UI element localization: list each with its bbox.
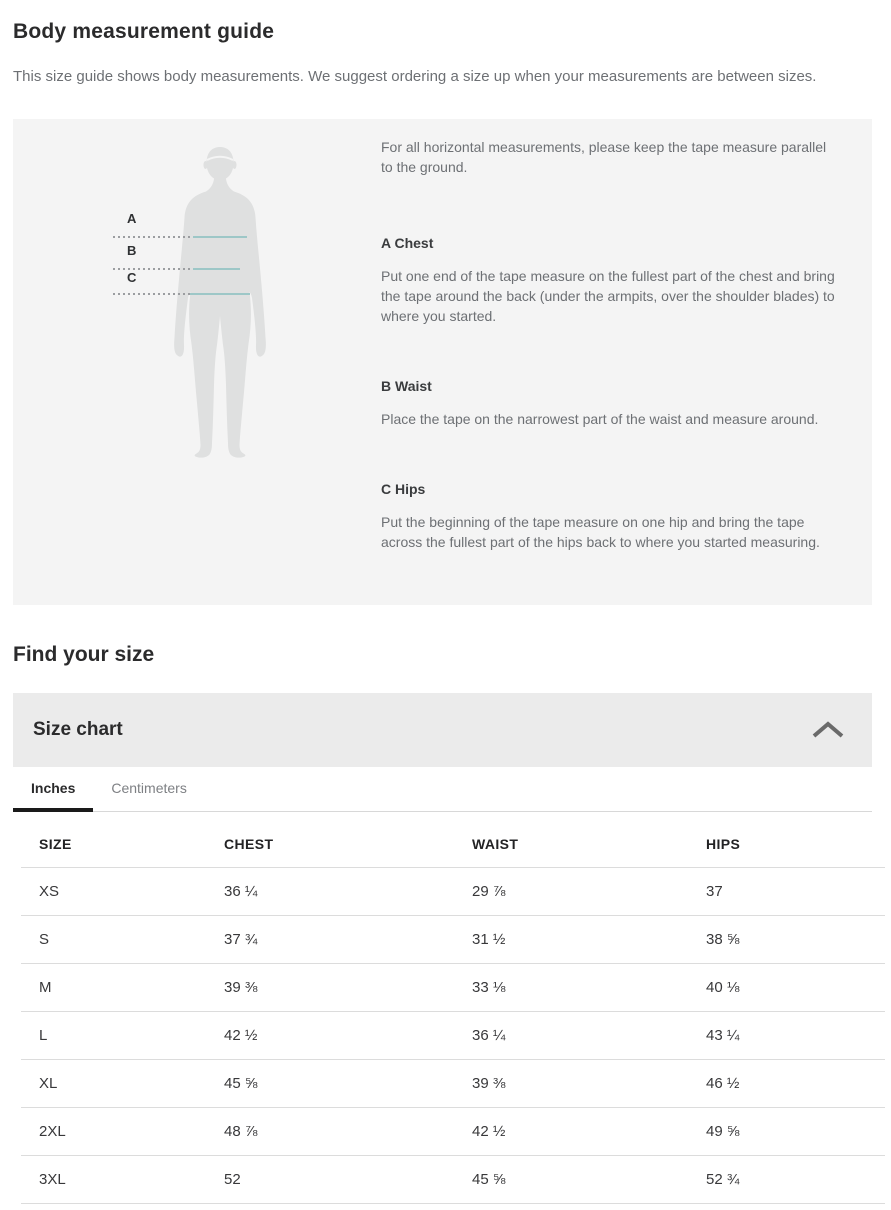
size-cell: 2XL (21, 1108, 206, 1156)
dotted-leader-line (113, 293, 190, 295)
value-cell: 37 ¾ (206, 916, 454, 964)
value-cell: 38 ⅝ (688, 916, 885, 964)
measurement-section-title: B Waist (381, 378, 432, 394)
value-cell: 49 ⅝ (688, 1108, 885, 1156)
unit-tab[interactable]: Inches (13, 767, 93, 812)
value-cell: 33 ⅛ (454, 964, 688, 1012)
value-cell: 42 ½ (454, 1108, 688, 1156)
value-cell: 37 (688, 868, 885, 916)
page-subtitle: This size guide shows body measurements. We suggest ordering a size up when your measurements are between sizes. (13, 68, 817, 85)
measurement-section-body: Put the beginning of the tape measure on one hip and bring the tape across the fullest part of the hips back to where you started measuring. (381, 514, 820, 550)
table-row (21, 1156, 885, 1204)
size-table-head-row (21, 812, 885, 868)
size-cell: L (21, 1012, 206, 1060)
size-cell: S (21, 916, 206, 964)
value-cell: 40 ⅛ (688, 964, 885, 1012)
measurement-section (381, 481, 841, 552)
measurement-section-body: Place the tape on the narrowest part of the waist and measure around. (381, 411, 819, 427)
size-cell: XL (21, 1060, 206, 1108)
size-cell: XS (21, 868, 206, 916)
value-cell: 42 ½ (206, 1012, 454, 1060)
guide-intro-text: For all horizontal measurements, please keep the tape measure parallel to the ground. (381, 139, 827, 175)
size-chart-table (21, 812, 885, 1204)
dotted-leader-line (113, 236, 193, 238)
measurement-guide-panel (13, 119, 872, 605)
table-row (21, 964, 885, 1012)
unit-tab[interactable]: Centimeters (93, 767, 204, 812)
value-cell: 36 ¼ (206, 868, 454, 916)
measurement-sections (381, 235, 841, 552)
find-your-size-heading: Find your size (13, 643, 155, 666)
size-chart-accordion-header[interactable] (13, 693, 872, 767)
value-cell: 36 ¼ (454, 1012, 688, 1060)
size-cell: M (21, 964, 206, 1012)
table-row (21, 1012, 885, 1060)
hips-measure-line (190, 293, 250, 295)
chevron-up-icon (810, 720, 846, 740)
value-cell: 39 ⅜ (206, 964, 454, 1012)
body-silhouette-image (162, 146, 278, 459)
measurement-section-title: C Hips (381, 481, 426, 497)
measurement-section (381, 378, 841, 429)
unit-tabs (13, 767, 872, 812)
column-header: WAIST (454, 812, 688, 868)
size-chart-title: Size chart (33, 719, 123, 740)
value-cell: 43 ¼ (688, 1012, 885, 1060)
value-cell: 46 ½ (688, 1060, 885, 1108)
measure-label-c: C (127, 270, 137, 285)
chest-measure-line (193, 236, 247, 238)
column-header: CHEST (206, 812, 454, 868)
measurement-section-title: A Chest (381, 235, 434, 251)
measurement-instructions (381, 137, 841, 604)
measurement-section (381, 235, 841, 326)
value-cell: 45 ⅝ (454, 1156, 688, 1204)
column-header: HIPS (688, 812, 885, 868)
waist-measure-line (193, 268, 240, 270)
value-cell: 48 ⅞ (206, 1108, 454, 1156)
page-title: Body measurement guide (13, 20, 275, 43)
dotted-leader-line (113, 268, 193, 270)
measurement-section-body: Put one end of the tape measure on the fullest part of the chest and bring the tape around the back (under the armpits, over the shoulder blades) to where you started. (381, 268, 835, 324)
table-row (21, 1108, 885, 1156)
size-table-body (21, 868, 885, 1204)
measure-label-a: A (127, 211, 137, 226)
value-cell: 52 ¾ (688, 1156, 885, 1204)
table-row (21, 868, 885, 916)
value-cell: 52 (206, 1156, 454, 1204)
column-header: SIZE (21, 812, 206, 868)
table-row (21, 916, 885, 964)
value-cell: 39 ⅜ (454, 1060, 688, 1108)
value-cell: 31 ½ (454, 916, 688, 964)
table-row (21, 1060, 885, 1108)
value-cell: 45 ⅝ (206, 1060, 454, 1108)
value-cell: 29 ⅞ (454, 868, 688, 916)
size-cell: 3XL (21, 1156, 206, 1204)
measure-label-b: B (127, 243, 137, 258)
